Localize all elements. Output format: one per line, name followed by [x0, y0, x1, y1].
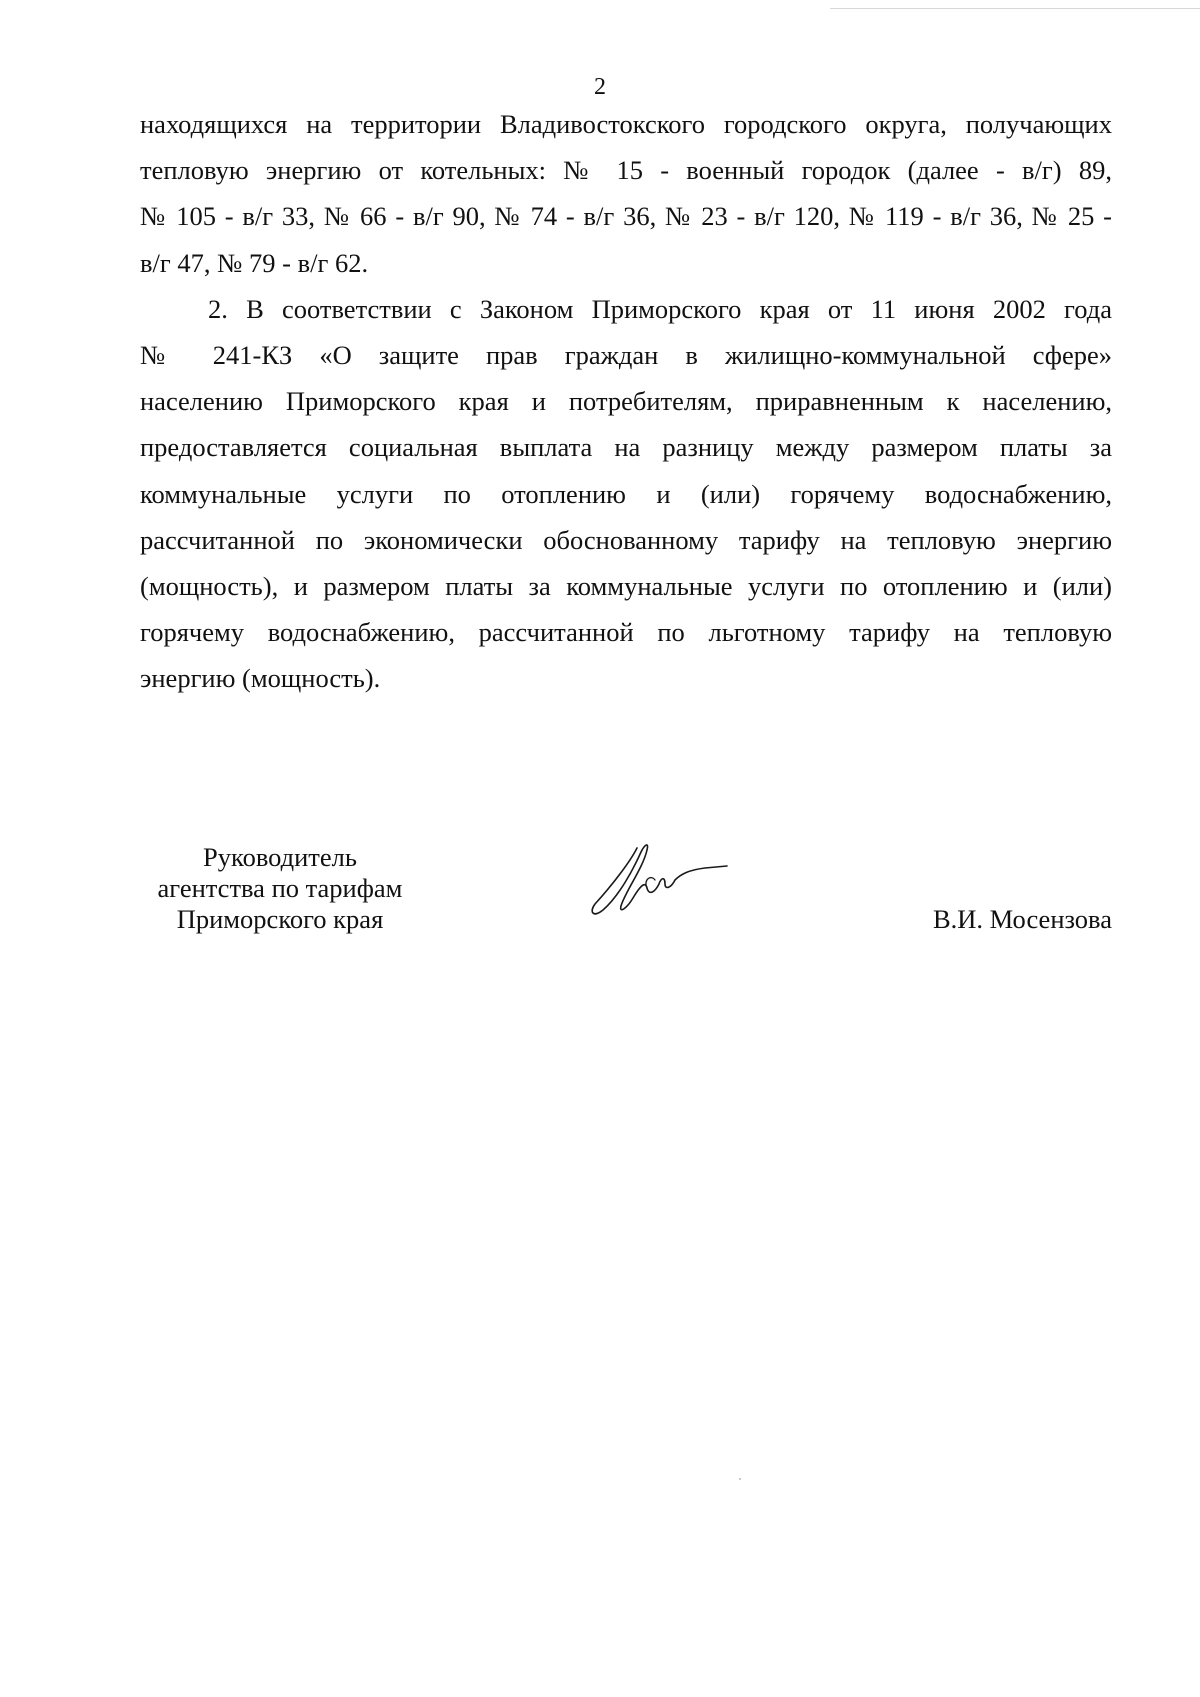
text-line: энергию (мощность). [140, 663, 381, 694]
paragraph-continuation [140, 101, 1112, 286]
text-line: коммунальные услуги по отоплению и (или) горячему водоснабжению, [140, 478, 1112, 509]
signer-title-line: агентства по тарифам [157, 873, 403, 903]
handwritten-signature [585, 830, 735, 930]
signer-title-line: Руководитель [203, 842, 357, 872]
signature-block [0, 842, 1200, 952]
text-line: рассчитанной по экономически обоснованному тарифу на тепловую энергию [140, 524, 1112, 555]
text-line: 2. В соответствии с Законом Приморского края от 11 июня 2002 года [208, 293, 1112, 324]
text-line: № 241-КЗ «О защите прав граждан в жилищно-коммунальной сфере» [140, 340, 1112, 371]
scan-speck [739, 1478, 741, 1480]
text-line: тепловую энергию от котельных: № 15 - военный городок (далее - в/г) 89, [140, 155, 1112, 186]
text-line: населению Приморского края и потребителям, приравненным к населению, [140, 386, 1112, 417]
text-line: (мощность), и размером платы за коммунальные услуги по отоплению и (или) [140, 571, 1112, 602]
signer-title [140, 842, 420, 935]
signer-title-line: Приморского края [176, 904, 384, 934]
document-body [140, 101, 1112, 702]
text-line: находящихся на территории Владивостокского городского округа, получающих [140, 109, 1112, 139]
text-line: в/г 47, № 79 - в/г 62. [140, 247, 369, 278]
text-line: № 105 - в/г 33, № 66 - в/г 90, № 74 - в/г 36, № 23 - в/г 120, № 119 - в/г 36, № 25 - [140, 201, 1112, 232]
scan-edge-line [830, 8, 1200, 9]
signer-name: В.И. Мосензова [932, 904, 1112, 934]
text-line: предоставляется социальная выплата на разницу между размером платы за [140, 432, 1112, 463]
paragraph-item-2 [140, 286, 1112, 702]
text-line: горячему водоснабжению, рассчитанной по льготному тарифу на тепловую [140, 617, 1112, 648]
page-number: 2 [594, 74, 606, 100]
